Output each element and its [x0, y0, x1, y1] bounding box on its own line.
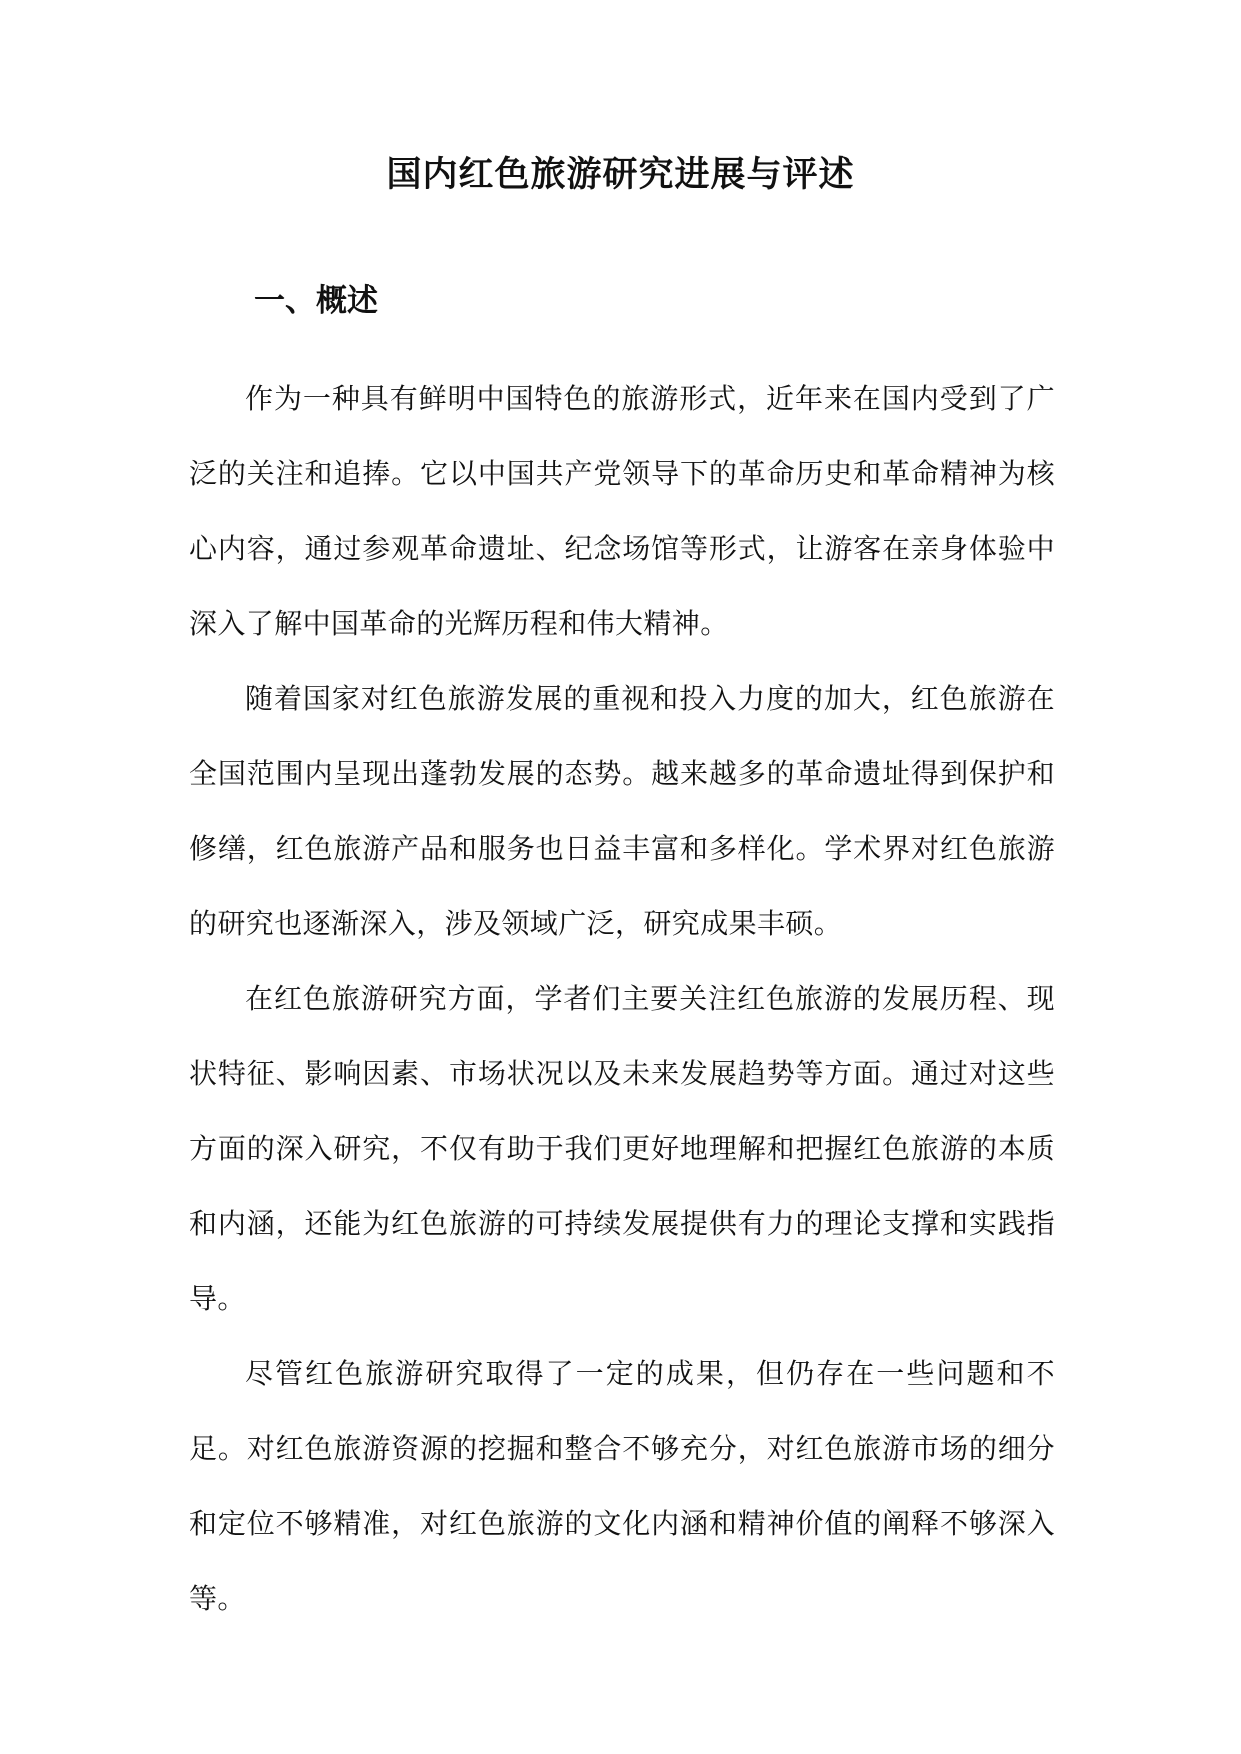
section-heading: 一、概述	[254, 283, 378, 319]
body-text	[189, 361, 1055, 1636]
paragraph-3: 在红色旅游研究方面，学者们主要关注红色旅游的发展历程、现状特征、影响因素、市场状况以及未来发展趋势等方面。通过对这些方面的深入研究，不仅有助于我们更好地理解和把握红色旅游的本质和内涵，还能为红色旅游的可持续发展提供有力的理论支撑和实践指导。	[189, 982, 1055, 1315]
paragraph-2: 随着国家对红色旅游发展的重视和投入力度的加大，红色旅游在全国范围内呈现出蓬勃发展的态势。越来越多的革命遗址得到保护和修缮，红色旅游产品和服务也日益丰富和多样化。学术界对红色旅游的研究也逐渐深入，涉及领域广泛，研究成果丰硕。	[189, 682, 1055, 940]
document-title: 国内红色旅游研究进展与评述	[386, 155, 855, 195]
paragraph-1: 作为一种具有鲜明中国特色的旅游形式，近年来在国内受到了广泛的关注和追捧。它以中国共产党领导下的革命历史和革命精神为核心内容，通过参观革命遗址、纪念场馆等形式，让游客在亲身体验中深入了解中国革命的光辉历程和伟大精神。	[189, 382, 1055, 640]
paragraph-4: 尽管红色旅游研究取得了一定的成果，但仍存在一些问题和不足。对红色旅游资源的挖掘和整合不够充分，对红色旅游市场的细分和定位不够精准，对红色旅游的文化内涵和精神价值的阐释不够深入等。	[189, 1357, 1055, 1615]
